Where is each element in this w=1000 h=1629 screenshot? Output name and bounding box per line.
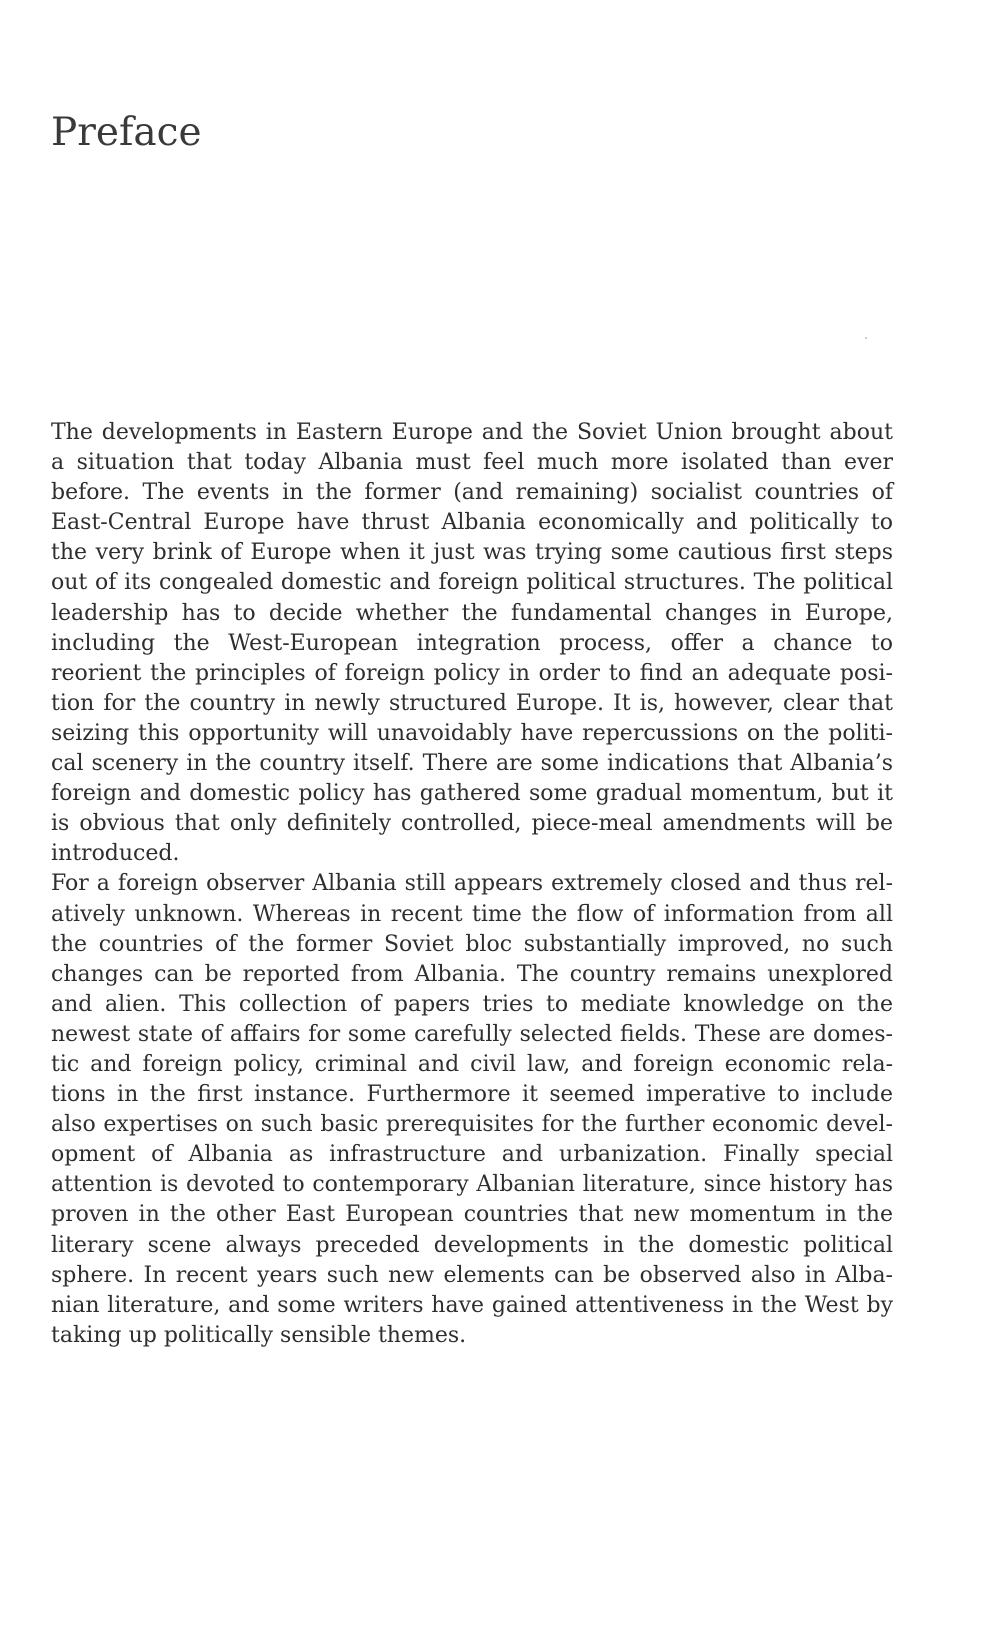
text-line: tic and foreign policy, criminal and civil law, and foreign economic rela- [51,1051,893,1077]
body-text [51,418,893,1351]
text-line: opment of Albania as infrastructure and urbanization. Finally special [51,1142,893,1168]
text-line: proven in the other East European countries that new momentum in the [51,1202,893,1228]
text-line: before. The events in the former (and remaining) socialist countries of [51,480,893,506]
text-line: literary scene always preceded developments in the domestic political [51,1232,893,1258]
scan-speck [865,337,867,339]
text-line: introduced. [51,841,180,867]
page-title: Preface [51,110,202,155]
text-line: For a foreign observer Albania still appears extremely closed and thus rel- [51,871,893,897]
text-line: nian literature, and some writers have gained attentiveness in the West by [51,1292,893,1318]
text-line: tion for the country in newly structured Europe. It is, however, clear that [51,690,893,716]
text-line: is obvious that only definitely controlled, piece-meal amendments will be [51,811,893,837]
text-line: atively unknown. Whereas in recent time the flow of information from all [51,901,893,927]
text-line: the very brink of Europe when it just was trying some cautious first steps [51,540,893,566]
text-line: taking up politically sensible themes. [51,1322,467,1348]
text-line: sphere. In recent years such new elements can be observed also in Alba- [51,1262,893,1288]
text-line: the countries of the former Soviet bloc substantially improved, no such [51,931,893,957]
text-line: leadership has to decide whether the fundamental changes in Europe, [51,600,893,626]
text-line: tions in the first instance. Furthermore it seemed imperative to include [51,1082,893,1108]
text-line: a situation that today Albania must feel much more isolated than ever [51,450,893,476]
text-line: East-Central Europe have thrust Albania economically and politically to [51,510,893,536]
text-line: reorient the principles of foreign policy in order to find an adequate posi- [51,660,893,686]
text-line: and alien. This collection of papers tries to mediate knowledge on the [51,991,893,1017]
text-line: also expertises on such basic prerequisites for the further economic devel- [51,1112,893,1138]
text-line: out of its congealed domestic and foreign political structures. The political [51,570,893,596]
text-line: changes can be reported from Albania. The country remains unexplored [51,961,893,987]
text-line: foreign and domestic policy has gathered some gradual momentum, but it [51,781,893,807]
text-line: The developments in Eastern Europe and the Soviet Union brought about [51,420,893,445]
text-line: cal scenery in the country itself. There are some indications that Albania’s [51,751,893,777]
text-line: newest state of affairs for some carefully selected fields. These are domes- [51,1021,893,1047]
text-line: attention is devoted to contemporary Albanian literature, since history has [51,1172,893,1198]
text-line: including the West-European integration process, offer a chance to [51,630,893,656]
text-line: seizing this opportunity will unavoidably have repercussions on the politi- [51,720,893,746]
